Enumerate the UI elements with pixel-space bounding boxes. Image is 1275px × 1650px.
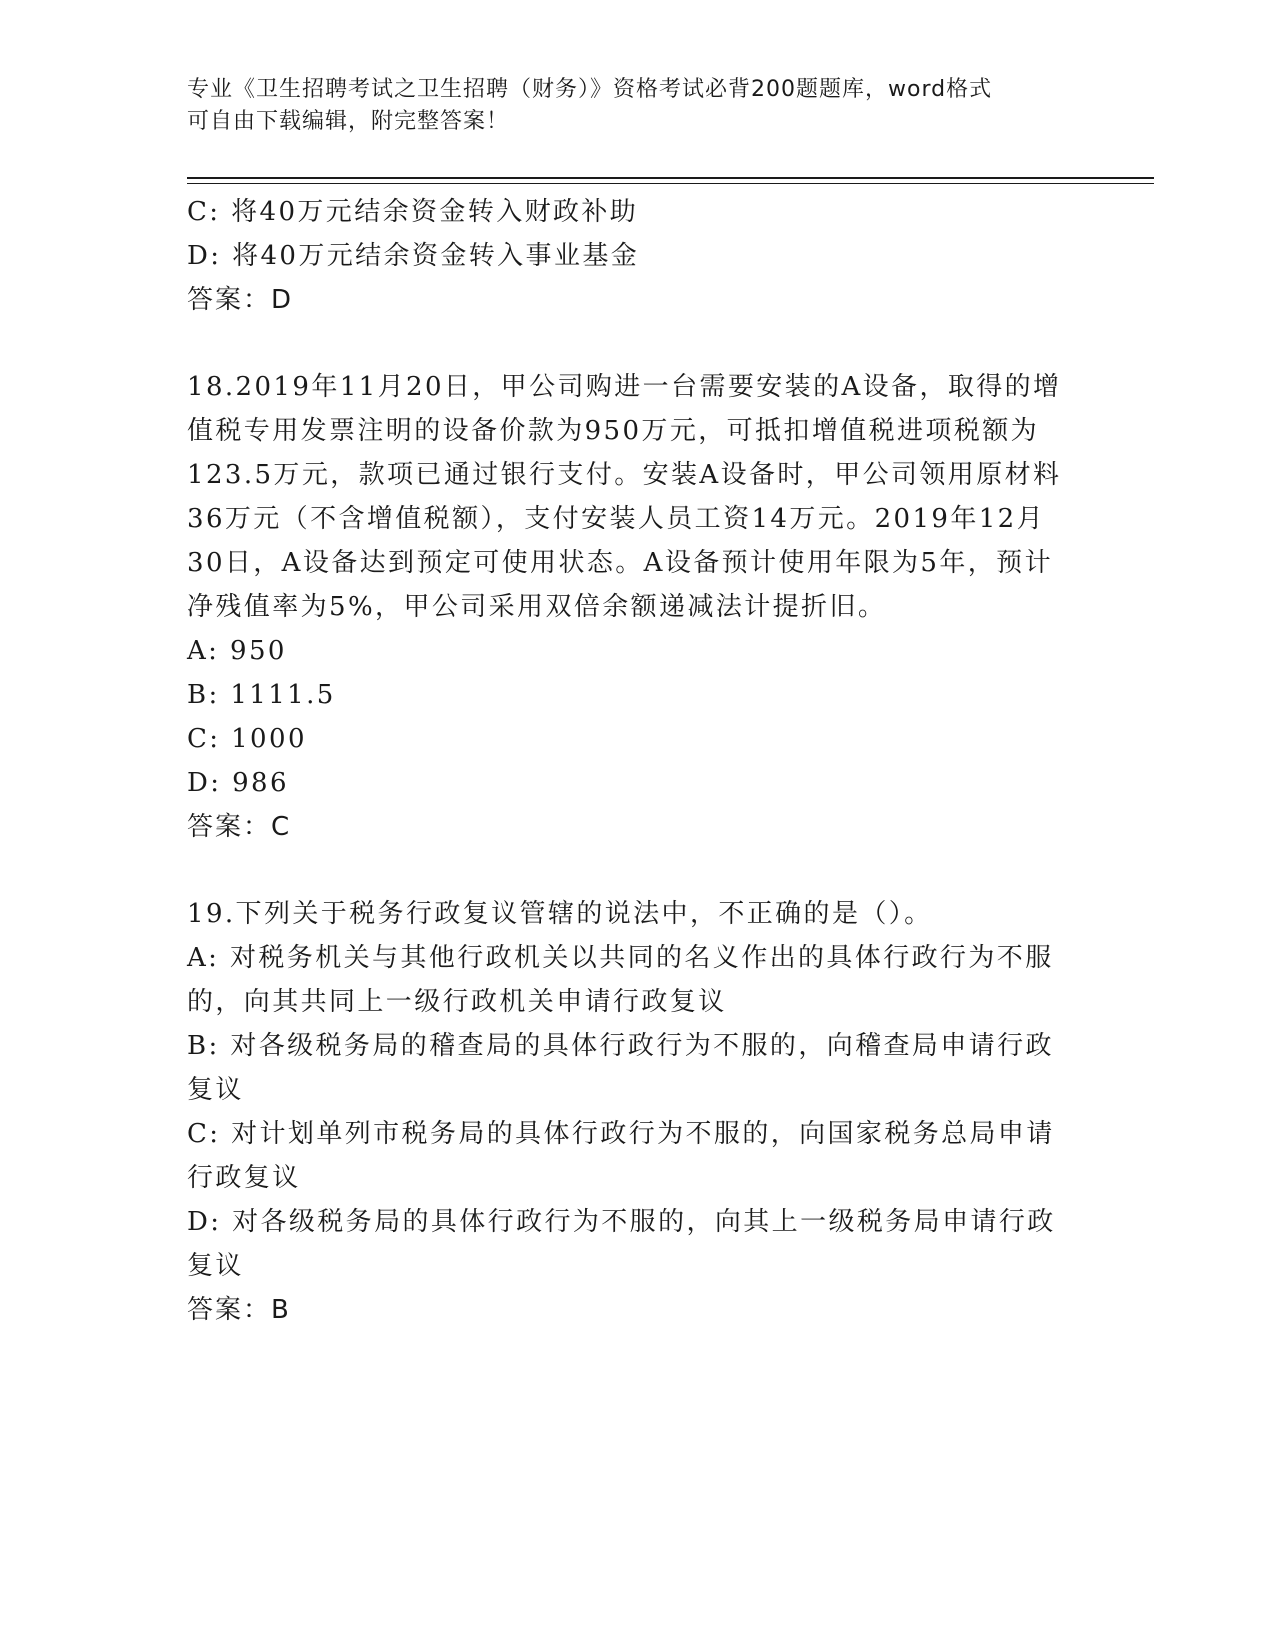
q18-option-a: A: 950	[187, 636, 287, 666]
q18-stem-line: 值税专用发票注明的设备价款为950万元，可抵扣增值税进项税额为	[187, 416, 1040, 446]
q18-stem-line: 18.2019年11月20日，甲公司购进一台需要安装的A设备，取得的增	[187, 372, 1062, 402]
q18-option-c: C: 1000	[187, 724, 307, 754]
q18-option-d: D: 986	[187, 768, 289, 798]
q17-option-c: C: 将40万元结余资金转入财政补助	[187, 197, 639, 227]
q19-option-c: C: 对计划单列市税务局的具体行政行为不服的，向国家税务总局申请	[187, 1119, 1055, 1149]
header-line: 可自由下载编辑，附完整答案！	[187, 109, 510, 134]
q19-answer: 答案：B	[187, 1295, 291, 1325]
q19-option-a-cont: 的，向其共同上一级行政机关申请行政复议	[187, 987, 727, 1017]
q18-stem-line: 净残值率为5%，甲公司采用双倍余额递减法计提折旧。	[187, 592, 887, 622]
q17-answer: 答案：D	[187, 285, 294, 315]
q18-stem-line: 123.5万元，款项已通过银行支付。安装A设备时，甲公司领用原材料	[187, 460, 1062, 490]
q19-stem-line: 19.下列关于税务行政复议管辖的说法中，不正确的是（）。	[187, 899, 933, 929]
q19-option-d-cont: 复议	[187, 1251, 244, 1281]
q18-option-b: B: 1111.5	[187, 680, 336, 710]
header-line: 专业《卫生招聘考试之卫生招聘（财务）》资格考试必背200题题库，word格式	[187, 77, 993, 102]
q19-option-d: D: 对各级税务局的具体行政行为不服的，向其上一级税务局申请行政	[187, 1207, 1056, 1237]
q18-answer: 答案：C	[187, 812, 292, 842]
header-rule-thin	[187, 183, 1154, 184]
q19-option-b-cont: 复议	[187, 1075, 244, 1105]
q19-option-b: B: 对各级税务局的稽查局的具体行政行为不服的，向稽查局申请行政	[187, 1031, 1054, 1061]
header-rule-thick	[187, 177, 1154, 179]
q18-stem-line: 30日，A设备达到预定可使用状态。A设备预计使用年限为5年，预计	[187, 548, 1053, 578]
q18-stem-line: 36万元（不含增值税额），支付安装人员工资14万元。2019年12月	[187, 504, 1046, 534]
q19-option-a: A: 对税务机关与其他行政机关以共同的名义作出的具体行政行为不服	[187, 943, 1054, 973]
q17-option-d: D: 将40万元结余资金转入事业基金	[187, 241, 640, 271]
q19-option-c-cont: 行政复议	[187, 1163, 301, 1193]
document-header	[187, 74, 1087, 138]
